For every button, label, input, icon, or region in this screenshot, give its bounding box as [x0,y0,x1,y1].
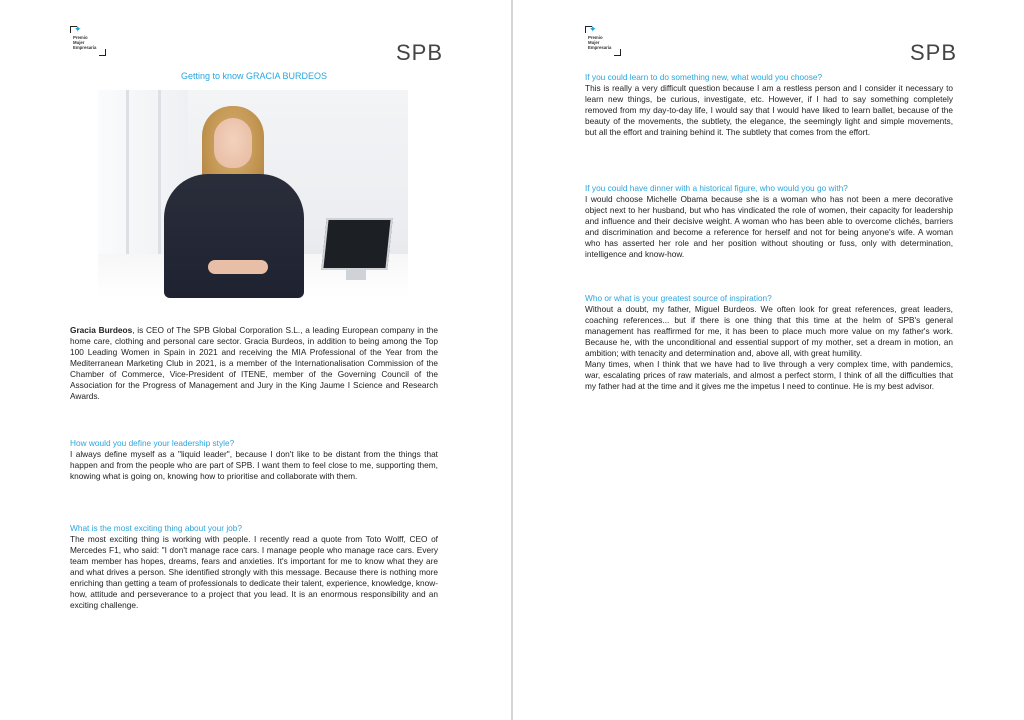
qa-block [585,293,953,392]
question-heading: If you could learn to do something new, what would you choose? [585,72,823,82]
qa-block [70,523,438,611]
logo-corner-bottom-right [99,49,106,56]
intro-text: , is CEO of The SPB Global Corporation S.L., a leading European company in the home care, clothing and personal care sector. Gracia Burdeos, in addition to being among the Top 100 Leading Women in Spain in 2021 and receiving the MIA Professional of the Year from the Mediterranean Marketing Club in 2021, is a member of the Internationalisation Commission of the Chamber of Commerce, Vice-President of ITENE, member of the Governing Council of the Association for the Progress of Management and Jury in the King Jaume I Science and Research Awards. [70,325,438,401]
intro-name: Gracia Burdeos [70,325,133,335]
answer-paragraph: I would choose Michelle Obama because she is a woman who has not been a mere decorative object next to her husband, but who has vindicated the role of women, their capacity for leadership and influence and their decisive weight. A woman who has been able to overcome clichés, barriers and discrimination and become a reference for herself and not for being anyone's wife. A woman who has asserted her role and her position without shouting or fuss, only with determination, intelligence and know-how. [585,194,953,259]
question-heading: If you could have dinner with a historical figure, who would you go with? [585,183,848,193]
award-logo [70,26,106,56]
question-heading: How would you define your leadership style? [70,438,235,448]
photo-hands [208,260,268,274]
photo-monitor [321,218,392,270]
portrait-photo [98,90,408,298]
answer-paragraph: I always define myself as a "liquid leader", because I don't like to be distant from the things that happen and from the people who are part of SPB. I want them to feel close to me, supporting them, knowing what is going on, knowing how to prioritise and collaborate with them. [70,449,438,481]
spb-logo: SPB [910,40,958,65]
award-logo-text: Premio Mujer Empresaria [73,35,97,50]
photo-body [164,174,304,298]
left-page [0,0,511,720]
award-logo [585,26,621,56]
logo-corner-bottom-right [614,49,621,56]
star-icon: ✦ [589,24,597,34]
spb-logo: SPB [396,40,444,65]
qa-block [70,438,438,482]
photo-face [214,118,252,168]
award-logo-text: Premio Mujer Empresaria [588,35,612,50]
answer-paragraph: This is really a very difficult question because I am a restless person and I consider it necessary to learn new things, be curious, investigate, etc. However, if I had to say something completely removed from my day-to-day life, I would say that I would have liked to learn ballet, because of the beauty of the movements, the subtlety, the elegance, the seemingly light and simple movements, but all the effort and training behind it. The subtlety that comes from the effort. [585,83,953,137]
question-heading: Who or what is your greatest source of inspiration? [585,293,772,303]
answer-paragraph: Without a doubt, my father, Miguel Burdeos. We often look for great references, great leaders, coaching references... but if there is one thing that this time at the helm of SPB's general management has reaffirmed for me, it has been to place much more value on my father's work. Because he, with the unconditional and essential support of my mother, set a dream in motion, an ambition; with tenacity and determination and, above all, with great humility. [585,304,953,358]
star-icon: ✦ [74,24,82,34]
intro-paragraph [70,325,438,402]
photo-monitor-stand [346,268,366,280]
right-page [513,0,1024,720]
page-title: Getting to know GRACIA BURDEOS [180,71,328,81]
qa-block [585,72,953,138]
answer-paragraph-continued: Many times, when I think that we have had to live through a very complex time, with pandemics, war, escalating prices of raw materials, and almost a perfect storm, I think of all the difficulties that my father had at the time and it gives me the impetus I need to continue. He is my best advisor. [585,359,953,391]
answer-paragraph: The most exciting thing is working with people. I recently read a quote from Toto Wolff, CEO of Mercedes F1, who said: "I don't manage race cars. I manage people who manage race cars. Every team member has hopes, dreams, fears and anxieties. It's important for me to know what they are and what drives a person. She identified strongly with this message. Because there is nothing more enriching than getting a team of professionals to dedicate their talent, experience, knowledge, know-how, attitude and perseverance to a project that you lead. It is an enormous responsibility and an exciting challenge. [70,534,438,610]
qa-block [585,183,953,260]
question-heading: What is the most exciting thing about your job? [70,523,243,533]
